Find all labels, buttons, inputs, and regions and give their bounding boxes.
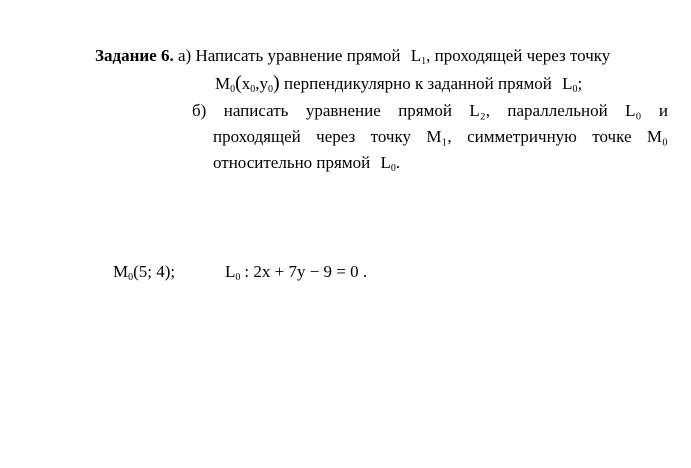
coord-x0: $x_0$ bbox=[241, 74, 256, 95]
given-point: $M_0(5$; 4); bbox=[113, 262, 176, 283]
coord-comma: , bbox=[255, 74, 260, 93]
part-b-row-2 bbox=[213, 127, 668, 147]
part-a-text-3: перпендикулярно к заданной прямой bbox=[283, 74, 552, 93]
part-b-word-3: прямой bbox=[398, 101, 452, 120]
line-l0-ref: L₀ bbox=[625, 101, 642, 120]
part-b-word-1: написать bbox=[223, 101, 289, 120]
part-a-row-2 bbox=[215, 74, 582, 94]
line-l1: $L_1$ bbox=[410, 46, 427, 67]
part-b-word-8: проходящей bbox=[213, 127, 301, 146]
part-b-word-10: точку bbox=[370, 127, 411, 146]
coord-y0: $y_0$ bbox=[259, 74, 274, 95]
part-a-end: ; bbox=[577, 74, 583, 93]
part-b-word-2: уравнение bbox=[305, 101, 381, 120]
line-l2: L₂, bbox=[469, 101, 490, 120]
task-heading-row bbox=[95, 46, 610, 66]
part-a-text-1: Написать уравнение прямой bbox=[195, 46, 401, 65]
point-m0-ref: M₀ bbox=[646, 127, 668, 146]
point-m0: $M_0$ bbox=[215, 74, 236, 95]
part-b-word-9: через bbox=[316, 127, 356, 146]
part-b-row-1 bbox=[192, 101, 668, 121]
point-m1: M₁, bbox=[426, 127, 452, 146]
task-heading: Задание 6. bbox=[95, 46, 174, 65]
given-line-equation: : 2x + 7y − 9 = 0 . bbox=[244, 262, 368, 281]
given-line-l0: $L_0$ bbox=[562, 74, 578, 95]
part-a-marker: а) bbox=[177, 46, 192, 65]
part-b-word-7: и bbox=[658, 101, 668, 120]
given-line: $L_0$ : 2x + 7y − 9 = 0 . bbox=[225, 262, 368, 283]
paren-open: ( bbox=[235, 72, 242, 94]
part-b-word-5: параллельной bbox=[507, 101, 608, 120]
part-b-end: . bbox=[395, 153, 401, 172]
part-b-marker: б) bbox=[192, 101, 207, 120]
rel-line-l0: $L_0$ bbox=[380, 153, 396, 174]
paren-close: ) bbox=[273, 72, 280, 94]
part-b-row-3 bbox=[213, 153, 400, 173]
part-b-text-4: относительно прямой bbox=[213, 153, 371, 172]
part-b-word-12: симметричную bbox=[467, 127, 577, 146]
part-a-text-2: , проходящей через точку bbox=[426, 46, 611, 65]
given-point-coords: (5; 4); bbox=[133, 262, 176, 281]
part-b-word-13: точке bbox=[592, 127, 632, 146]
